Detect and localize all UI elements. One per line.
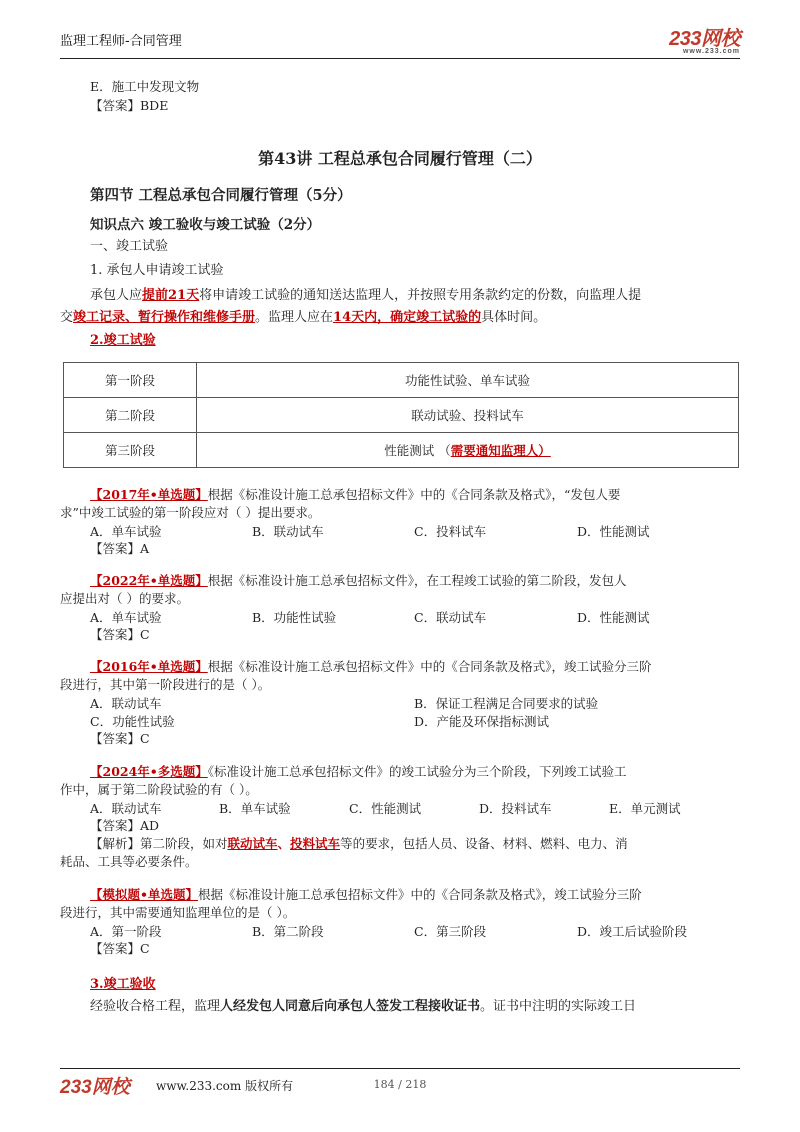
q4-analysis-line2: 耗品、工具等必要条件。 (60, 854, 198, 869)
q3-answer: 【答案】C (90, 731, 150, 746)
subheading-1: 一、竣工试验 (90, 239, 169, 254)
q5-option-c: C．第三阶段 (414, 924, 487, 939)
q5-stem-line2: 段进行，其中需要通知监理单位的是（ ）。 (60, 905, 296, 920)
q1-option-c: C．投料试车 (414, 524, 487, 539)
q2-stem-line1: 【2022年•单选题】根据《标准设计施工总承包招标文件》，在工程竣工试验的第二阶段，发包人 (90, 573, 627, 588)
footer-site: www.233.com 版权所有 (156, 1079, 294, 1093)
q3-option-b: B．保证工程满足合同要求的试验 (414, 696, 599, 711)
q3-stem-line1: 【2016年•单选题】根据《标准设计施工总承包招标文件》中的《合同条款及格式》，竣工试验分三阶 (90, 659, 652, 674)
stage-cell: 第三阶段 (64, 433, 197, 468)
brand-logo: 233网校 www.233.com (669, 28, 740, 55)
paragraph-3: 经验收合格工程，监理人经发包人同意后向承包人签发工程接收证书。证书中注明的实际竣工日 (90, 999, 637, 1014)
stage-cell: 第二阶段 (64, 398, 197, 433)
q4-option-e: E．单元测试 (609, 801, 681, 816)
content-cell: 功能性试验、单车试验 (197, 363, 739, 398)
footer-logo: 233网校 (60, 1077, 130, 1098)
option-e: E．施工中发现文物 (90, 79, 200, 94)
knowledge-point-title: 知识点六 竣工验收与竣工试验（2分） (90, 217, 321, 233)
q4-stem-line1: 【2024年•多选题】《标准设计施工总承包招标文件》的竣工试验分为三个阶段，下列竣工试验工 (90, 764, 627, 779)
q1-stem-line2: 求”中竣工试验的第一阶段应对（ ）提出要求。 (60, 505, 321, 520)
q1-option-a: A．单车试验 (90, 524, 162, 539)
q3-option-d: D．产能及环保指标测试 (414, 714, 550, 729)
subheading-1-1: 1. 承包人申请竣工试验 (90, 263, 224, 278)
q1-stem-line1: 【2017年•单选题】根据《标准设计施工总承包招标文件》中的《合同条款及格式》，“发包人要 (90, 487, 621, 502)
q2-stem-line2: 应提出对（ ）的要求。 (60, 591, 189, 606)
q5-option-a: A．第一阶段 (90, 924, 162, 939)
paragraph-1-line2: 交竣工记录、暂行操作和维修手册。监理人应在14天内，确定竣工试验的具体时间。 (60, 310, 547, 325)
header-title: 监理工程师-合同管理 (60, 34, 182, 49)
table-row (64, 363, 739, 398)
q3-stem-line2: 段进行，其中第一阶段进行的是（ ）。 (60, 677, 271, 692)
q1-answer: 【答案】A (90, 541, 150, 556)
q3-option-a: A．联动试车 (90, 696, 162, 711)
paragraph-1-line1: 承包人应提前21天将申请竣工试验的通知送达监理人，并按照专用条款约定的份数，向监理人提 (90, 288, 642, 303)
content-cell: 性能测试 （需要通知监理人） (197, 433, 739, 468)
header-divider (60, 58, 740, 59)
q1-option-b: B．联动试车 (252, 524, 324, 539)
q2-option-b: B．功能性试验 (252, 610, 337, 625)
table-row (64, 398, 739, 433)
lecture-title: 第43讲 工程总承包合同履行管理（二） (258, 149, 542, 168)
q4-stem-line2: 作中，属于第二阶段试验的有（ ）。 (60, 782, 258, 797)
q2-option-d: D．性能测试 (577, 610, 650, 625)
page-number: 184 / 218 (373, 1078, 427, 1091)
q2-option-c: C．联动试车 (414, 610, 487, 625)
section-title: 第四节 工程总承包合同履行管理（5分） (90, 187, 352, 204)
stage-cell: 第一阶段 (64, 363, 197, 398)
q2-option-a: A．单车试验 (90, 610, 162, 625)
answer-line: 【答案】BDE (90, 98, 169, 113)
q4-option-b: B．单车试验 (219, 801, 291, 816)
subheading-3: 3.竣工验收 (90, 977, 156, 992)
q2-answer: 【答案】C (90, 627, 150, 642)
subheading-1-2: 2.竣工试验 (90, 333, 156, 348)
q5-option-b: B．第二阶段 (252, 924, 324, 939)
q4-answer: 【答案】AD (90, 818, 160, 833)
q4-option-d: D．投料试车 (479, 801, 552, 816)
q4-option-a: A．联动试车 (90, 801, 162, 816)
content-cell: 联动试验、投料试车 (197, 398, 739, 433)
q5-option-d: D．竣工后试验阶段 (577, 924, 688, 939)
stage-table (63, 362, 739, 468)
q3-option-c: C．功能性试验 (90, 714, 175, 729)
table-row (64, 433, 739, 468)
q5-answer: 【答案】C (90, 941, 150, 956)
q5-stem-line1: 【模拟题•单选题】根据《标准设计施工总承包招标文件》中的《合同条款及格式》，竣工试验分三阶 (90, 887, 642, 902)
q1-option-d: D．性能测试 (577, 524, 650, 539)
footer-divider (60, 1068, 740, 1069)
q4-analysis-line1: 【解析】第二阶段，如对联动试车、投料试车等的要求，包括人员、设备、材料、燃料、电力、消 (90, 836, 628, 851)
q4-option-c: C．性能测试 (349, 801, 422, 816)
